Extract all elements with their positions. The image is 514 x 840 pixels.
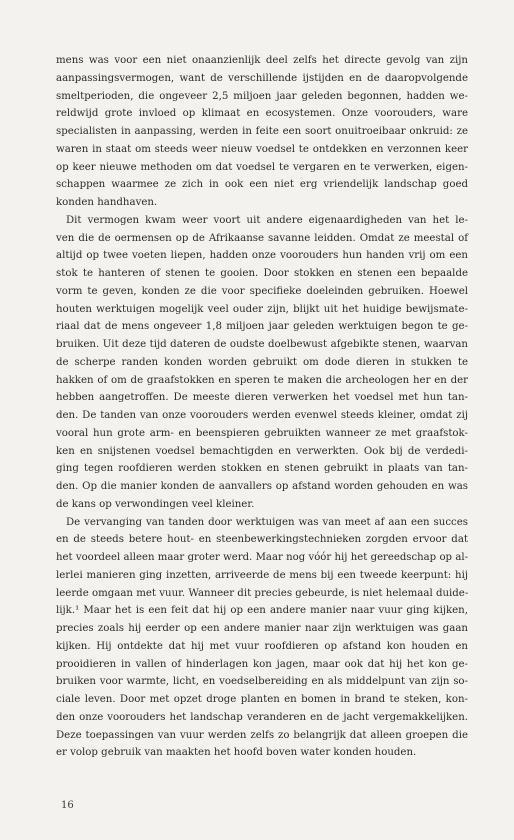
text-line: smeltperioden, die ongeveer 2,5 miljoen jaar geleden begonnen, hadden we- [56, 90, 468, 102]
text-line: de kans op verwondingen veel kleiner. [56, 498, 255, 510]
text-line: het voordeel alleen maar groter werd. Maar nog vóór hij het gereedschap op al- [56, 552, 468, 563]
text-line: Deze toepassingen van vuur werden zelfs zo belangrijk dat alleen groepen die [56, 729, 468, 741]
text-line: konden handhaven. [56, 197, 158, 208]
text-line: vorm te geven, konden ze die voor specifieke doeleinden gebruiken. Hoewel [56, 285, 468, 297]
text-line: er volop gebruik van maakten het hoofd boven water konden houden. [56, 747, 417, 759]
text-line: schappen waarmee ze zich in ook een niet erg vriendelijk landschap goed [56, 179, 468, 191]
body-text [56, 52, 468, 762]
text-line: en de steeds betere hout- en steenbewerkingstechnieken zorgden ervoor dat [56, 534, 468, 546]
text-line: lijk.¹ Maar het is een feit dat hij op een andere manier naar vuur ging kijken, [56, 605, 468, 617]
text-line: lerlei manieren ging inzetten, arriveerde de mens bij een tweede keerpunt: hij [56, 569, 468, 581]
text-line: leerde omgaan met vuur. Wanneer dit precies gebeurde, is niet helemaal duide- [56, 587, 469, 599]
text-line: kijken. Hij ontdekte dat hij met vuur roofdieren op afstand kon houden en [56, 640, 468, 652]
text-line: specialisten in aanpassing, werden in feite een soort onuitroeibaar onkruid: ze [56, 126, 468, 137]
paragraph [56, 514, 468, 763]
paragraph [56, 212, 468, 514]
text-line: precies zoals hij eerder op een andere manier naar zijn werktuigen was gaan [56, 623, 468, 634]
text-line: houten werktuigen mogelijk veel ouder zijn, blijkt uit het huidige bewijsmate- [56, 303, 468, 315]
text-line: op keer nieuwe methoden om dat voedsel te vergaren en te verwerken, eigen- [56, 161, 468, 173]
text-line: mens was voor een niet onaanzienlijk deel zelfs het directe gevolg van zijn [56, 55, 468, 66]
text-line: ken en snijstenen voedsel bemachtigden en verwerkten. Ook bij de verdedi- [56, 445, 468, 457]
text-line: Dit vermogen kwam weer voort uit andere eigenaardigheden van het le- [66, 214, 468, 226]
text-line: den. Op die manier konden de aanvallers op afstand worden gehouden en was [56, 481, 468, 492]
text-line: aanpassingsvermogen, want de verschillende ijstijden en de daaropvolgende [56, 72, 468, 84]
text-line: de scherpe randen konden worden gebruikt om dode dieren in stukken te [56, 356, 468, 368]
text-line: stok te hanteren of stenen te gooien. Door stokken en stenen een bepaalde [56, 268, 468, 279]
text-line: De vervanging van tanden door werktuigen was van meet af aan een succes [66, 516, 468, 528]
text-line: den onze voorouders het landschap veranderen en de jacht vergemakkelijken. [56, 711, 468, 723]
page-number: 16 [61, 800, 74, 811]
text-line: riaal dat de mens ongeveer 1,8 miljoen jaar geleden werktuigen begon te ge- [56, 321, 468, 333]
text-line: ging tegen roofdieren werden stokken en stenen gebruikt in plaats van tan- [56, 463, 468, 475]
text-line: prooidieren in vallen of hinderlagen kon jagen, maar ook dat hij het kon ge- [56, 658, 468, 670]
text-line: reldwijd grote invloed op klimaat en ecosystemen. Onze voorouders, ware [56, 108, 468, 120]
paragraph [56, 52, 468, 212]
text-line: hebben aangetroffen. De meeste dieren verwerken het voedsel met hun tan- [56, 392, 468, 404]
text-line: bruiken voor warmte, licht, en voedselbereiding en als middelpunt van zijn so- [56, 676, 468, 688]
text-line: vooral hun grote arm- en beenspieren gebruikten wanneer ze met graafstok- [56, 427, 468, 439]
text-line: waren in staat om steeds weer nieuw voedsel te ontdekken en verzonnen keer [56, 143, 468, 155]
text-line: ciale leven. Door met opzet droge planten en bomen in brand te steken, kon- [56, 694, 468, 705]
text-line: den. De tanden van onze voorouders werden evenwel steeds kleiner, omdat zij [56, 410, 468, 421]
text-line: altijd op twee voeten liepen, hadden onze voorouders hun handen vrij om een [56, 250, 468, 262]
text-line: hakken of om de graafstokken en speren te maken die archeologen her en der [56, 374, 468, 386]
text-line: bruiken. Uit deze tijd dateren de oudste doelbewust afgebikte stenen, waarvan [56, 339, 468, 350]
text-line: ven die de oermensen op de Afrikaanse savanne leidden. Omdat ze meestal of [56, 232, 468, 244]
